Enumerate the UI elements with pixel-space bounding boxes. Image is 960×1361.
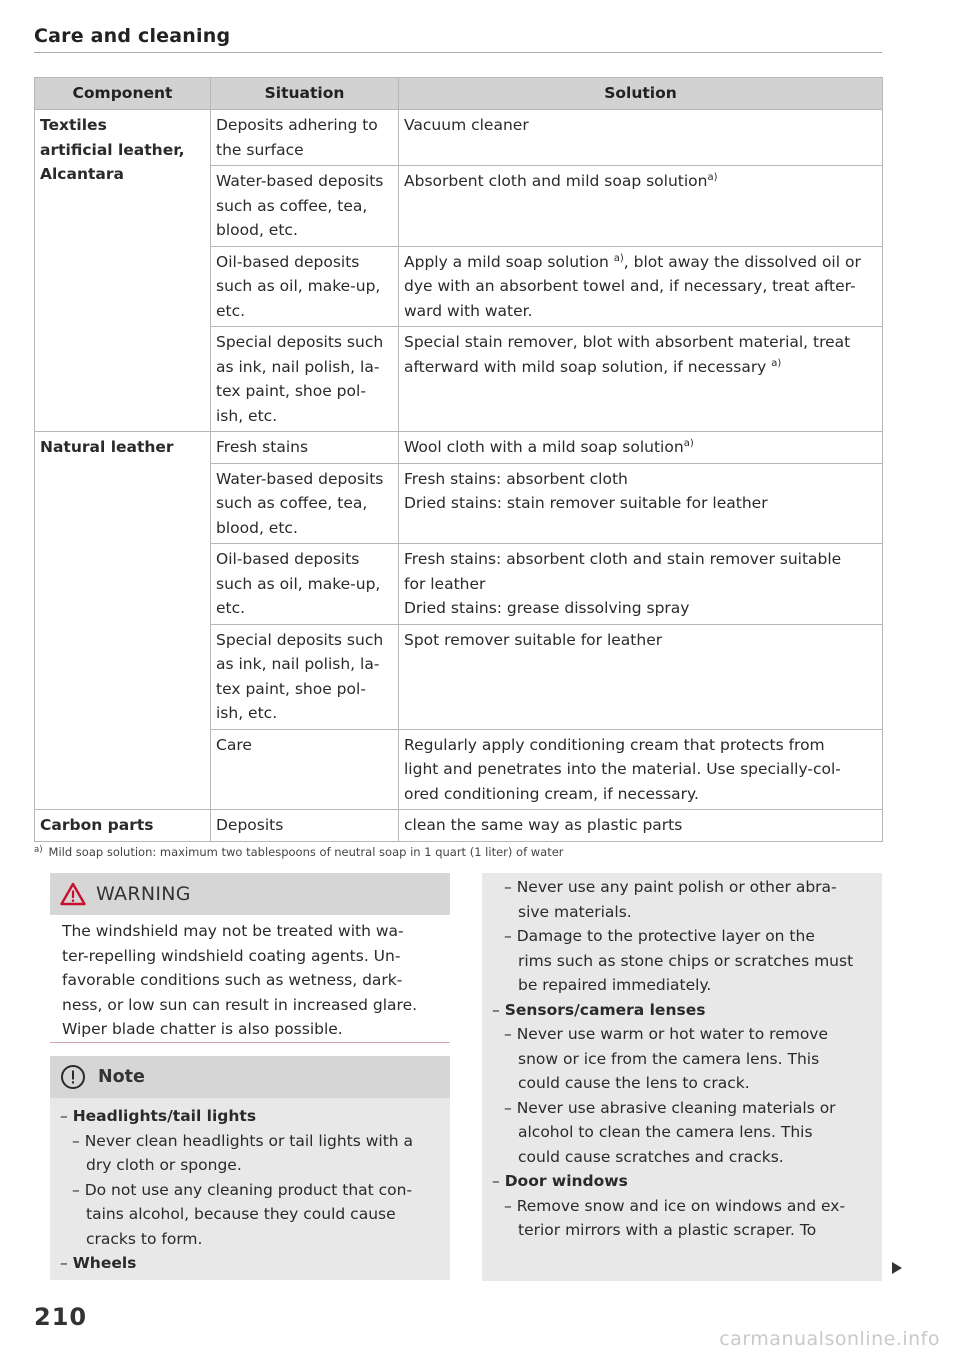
solution-cell: Vacuum cleaner — [399, 110, 883, 166]
footnote-ref: a) — [683, 438, 694, 449]
list-item: – Sensors/camera lenses — [492, 1000, 706, 1019]
situation-cell: Care — [211, 729, 399, 810]
section-title: Care and cleaning — [34, 25, 231, 47]
note-title: Note — [98, 1067, 145, 1087]
solution-cell: clean the same way as plastic parts — [399, 810, 883, 842]
solution-cell: Fresh stains: absorbent cloth Dried stains: stain remover suitable for leather — [399, 463, 883, 544]
warning-header — [50, 873, 450, 915]
note-header — [50, 1056, 450, 1098]
situation-cell: Oil-based deposits such as oil, make-up, etc. — [211, 246, 399, 327]
solution-cell: Wool cloth with a mild soap solution$^{a)}$ — [399, 432, 883, 464]
situation-cell: Oil-based deposits such as oil, make-up, etc. — [211, 544, 399, 625]
footnote-ref: a) — [613, 252, 624, 264]
situation-cell: Water-based deposits such as coffee, tea, blood, etc. — [211, 463, 399, 544]
warning-triangle-icon — [60, 882, 86, 906]
solution-cell: Spot remover suitable for leather — [399, 624, 883, 729]
list-item: – Headlights/tail lights — [60, 1107, 257, 1125]
list-item: – Remove snow and ice on windows and ex- — [504, 1196, 846, 1215]
header-divider — [34, 52, 882, 53]
solution-cell: Special stain remover, blot with absorbent material, treat afterward with mild soap solution, if necessary $^{a)}$ — [399, 327, 883, 432]
table-row — [35, 432, 883, 464]
list-item: – Wheels — [60, 1254, 137, 1272]
situation-cell: Fresh stains — [211, 432, 399, 464]
table-header-row — [35, 78, 883, 110]
warning-title: WARNING — [96, 883, 191, 905]
page-number: 210 — [34, 1303, 88, 1331]
column-header: Situation — [211, 78, 399, 110]
solution-cell: Apply a mild soap solution $^{a)}$, blot away the dissolved oil or dye with an absorbent towel and, if necessary, treat after- ward with water. — [399, 246, 883, 327]
list-item: – Do not use any cleaning product that con- — [72, 1180, 413, 1199]
solution-cell: Fresh stains: absorbent cloth and stain remover suitable for leather Dried stains: grease dissolving spray — [399, 544, 883, 625]
continue-arrow-icon[interactable] — [892, 1262, 902, 1274]
table-footnote — [34, 845, 564, 859]
care-table — [34, 77, 883, 842]
situation-cell: Special deposits such as ink, nail polish, la- tex paint, shoe pol- ish, etc. — [211, 624, 399, 729]
footnote-text: Mild soap solution: maximum two tablespoons of neutral soap in 1 quart (1 liter) of water — [48, 845, 564, 859]
component-cell: Natural leather — [35, 432, 211, 810]
note-list-continued: – Never use any paint polish or other abra- sive materials. – Damage to the protective layer on the rims such as stone chips or scratches must be repaired immediately. – Sensors/camera lenses – Never use warm or hot water to remove snow or ice from the camera lens. This could cause the lens to crack. – Never use abrasive cleaning materials or alcohol to clean the camera lens. This could cause scratches and cracks. – Door windows – Remove snow and ice on windows and ex- terior mirrors with a plastic scraper. To — [482, 873, 882, 1243]
list-item: – Damage to the protective layer on the — [504, 927, 815, 945]
list-item: – Never use abrasive cleaning materials or — [504, 1098, 836, 1117]
column-header: Component — [35, 78, 211, 110]
solution-cell: Regularly apply conditioning cream that protects from light and penetrates into the material. Use specially-col- ored conditioning cream, if necessary. — [399, 729, 883, 810]
list-item: – Never use warm or hot water to remove — [504, 1025, 829, 1043]
note-box — [50, 1056, 450, 1280]
footnote-mark: a) — [34, 845, 43, 855]
solution-cell: Absorbent cloth and mild soap solution$^{a)}$ — [399, 166, 883, 247]
situation-cell: Water-based deposits such as coffee, tea, blood, etc. — [211, 166, 399, 247]
info-circle-icon — [60, 1064, 86, 1090]
note-list: – Headlights/tail lights – Never clean headlights or tail lights with a dry cloth or sponge. – Do not use any cleaning product that con- tains alcohol, because they could cause cracks to form. – Wheels — [50, 1098, 450, 1276]
table-row — [35, 110, 883, 166]
column-header: Solution — [399, 78, 883, 110]
warning-text: The windshield may not be treated with wa- ter-repelling windshield coating agents. Un- favorable conditions such as wetness, dark- ness, or low sun can result in increased glare. Wiper blade chatter is also possible. — [62, 922, 418, 1038]
footnote-ref: a) — [771, 357, 782, 369]
watermark: carmanualsonline.info — [719, 1328, 940, 1350]
list-item: – Door windows — [492, 1172, 628, 1190]
situation-cell: Deposits adhering to the surface — [211, 110, 399, 166]
table-row — [35, 810, 883, 842]
component-cell: Textiles artificial leather, Alcantara — [35, 110, 211, 432]
footnote-ref: a) — [707, 172, 718, 183]
situation-cell: Special deposits such as ink, nail polish, la- tex paint, shoe pol- ish, etc. — [211, 327, 399, 432]
list-item: – Never use any paint polish or other abra- — [504, 878, 837, 896]
situation-cell: Deposits — [211, 810, 399, 842]
note-continuation — [482, 873, 882, 1281]
component-cell: Carbon parts — [35, 810, 211, 842]
list-item: – Never clean headlights or tail lights with a — [72, 1131, 414, 1150]
warning-box — [50, 873, 450, 1043]
